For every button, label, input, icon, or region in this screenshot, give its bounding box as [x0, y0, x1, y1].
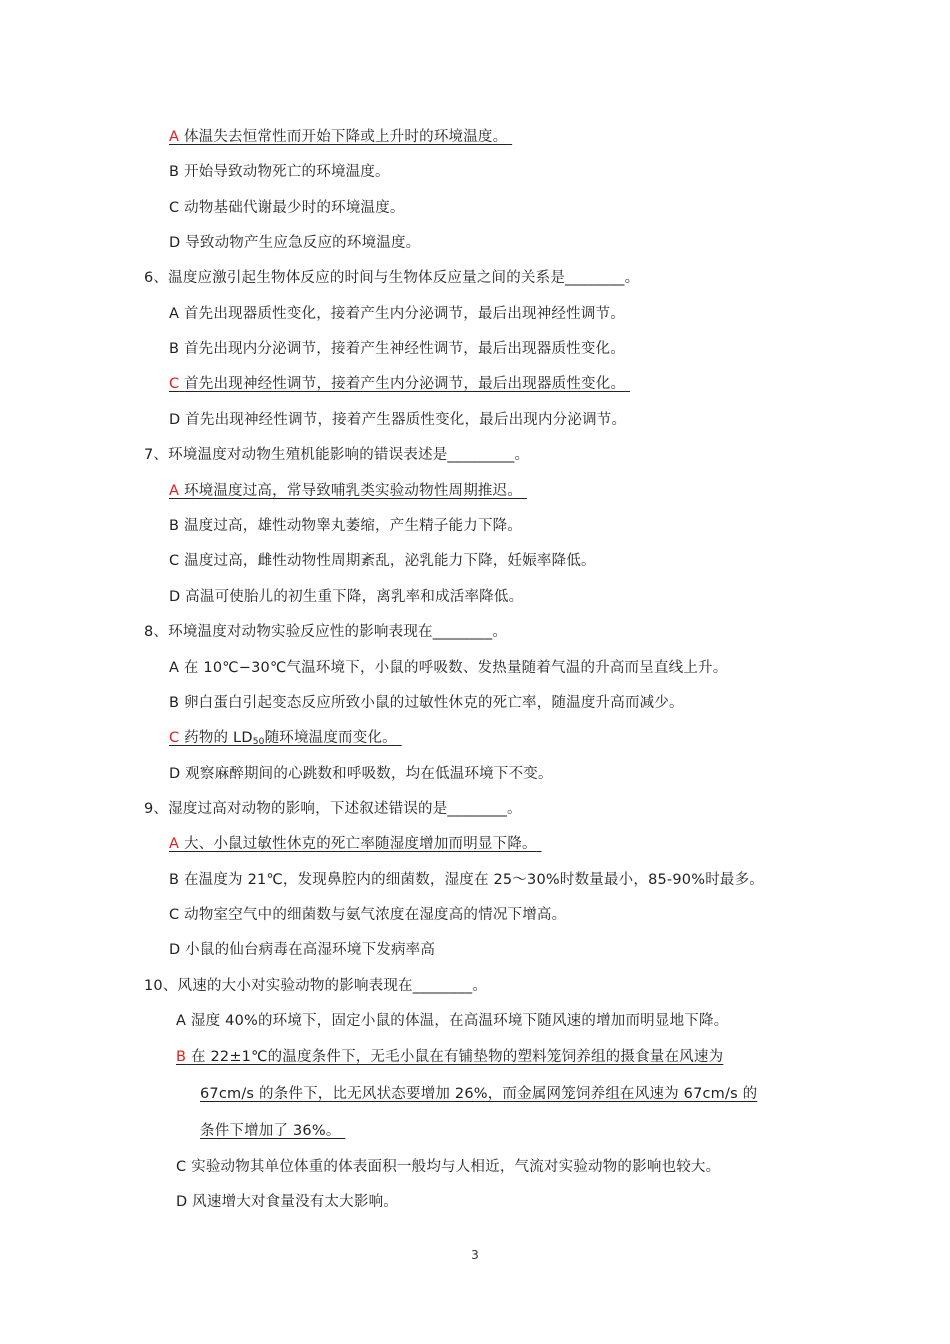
q8-stem: 8、环境温度对动物实验反应性的影响表现在________。 — [144, 624, 508, 640]
q10-stem: 10、风速的大小对实验动物的影响表现在________。 — [144, 978, 488, 994]
q10-option-c: C 实验动物其单位体重的体表面积一般均与人相近，气流对实验动物的影响也较大。 — [176, 1159, 721, 1175]
q5-option-b: B 开始导致动物死亡的环境温度。 — [169, 164, 390, 180]
answer-letter: C — [169, 376, 180, 392]
q5-option-a-answer — [169, 127, 512, 147]
q10-option-b-answer-line3 — [200, 1121, 345, 1141]
option-text: 首先出现神经性调节，接着产生内分泌调节，最后出现器质性变化。 — [184, 376, 626, 392]
q9-option-d: D 小鼠的仙台病毒在高湿环境下发病率高 — [169, 942, 436, 958]
q9-option-c: C 动物室空气中的细菌数与氨气浓度在湿度高的情况下增高。 — [169, 907, 567, 923]
answer-letter: B — [176, 1049, 187, 1065]
option-text: 药物的 LD — [184, 730, 253, 746]
answer-letter: A — [169, 483, 180, 499]
answer-letter: A — [169, 129, 180, 145]
q7-option-d: D 高温可使胎儿的初生重下降，离乳率和成活率降低。 — [169, 589, 524, 605]
q10-option-b-answer-line2: 67cm/s 的条件下，比无风状态要增加 26%，而金属网笼饲养组在风速为 67cm/s 的 — [200, 1086, 758, 1102]
option-text: 随环境温度而变化。 — [264, 730, 397, 746]
q8-option-c-answer — [169, 728, 402, 752]
answer-letter: A — [169, 836, 180, 852]
q9-option-a-answer — [169, 834, 542, 854]
q6-stem: 6、温度应激引起生物体反应的时间与生物体反应量之间的关系是________。 — [144, 270, 640, 286]
q7-option-c: C 温度过高，雌性动物性周期紊乱，泌乳能力下降，妊娠率降低。 — [169, 553, 596, 569]
q9-option-b: B 在温度为 21℃，发现鼻腔内的细菌数，湿度在 25～30%时数量最小，85-90%时最多。 — [169, 872, 764, 888]
page-number: 3 — [471, 1248, 479, 1262]
q6-option-a: A 首先出现器质性变化，接着产生内分泌调节，最后出现神经性调节。 — [169, 306, 625, 322]
q8-option-d: D 观察麻醉期间的心跳数和呼吸数，均在低温环境下不变。 — [169, 766, 553, 782]
q5-option-d: D 导致动物产生应急反应的环境温度。 — [169, 235, 421, 251]
q8-option-b: B 卵白蛋白引起变态反应所致小鼠的过敏性休克的死亡率，随温度升高而减少。 — [169, 695, 684, 711]
q6-option-c-answer — [169, 374, 630, 394]
option-text: 体温失去恒常性而开始下降或上升时的环境温度。 — [183, 129, 508, 145]
q6-option-d: D 首先出现神经性调节，接着产生器质性变化，最后出现内分泌调节。 — [169, 412, 627, 428]
q10-option-d: D 风速增大对食量没有太大影响。 — [176, 1194, 398, 1210]
answer-letter: C — [169, 730, 180, 746]
q10-option-a: A 湿度 40%的环境下，固定小鼠的体温，在高温环境下随风速的增加而明显地下降。 — [176, 1013, 729, 1029]
q6-option-b: B 首先出现内分泌调节，接着产生神经性调节，最后出现器质性变化。 — [169, 341, 625, 357]
q10-option-b-answer-line1 — [176, 1047, 723, 1067]
q5-option-c: C 动物基础代谢最少时的环境温度。 — [169, 200, 405, 216]
q7-option-b: B 温度过高，雄性动物睾丸萎缩，产生精子能力下降。 — [169, 518, 523, 534]
option-text: 在 22±1℃的温度条件下，无毛小鼠在有铺垫物的塑料笼饲养组的摄食量在风速为 — [190, 1049, 724, 1065]
option-text: 大、小鼠过敏性休克的死亡率随湿度增加而明显下降。 — [183, 836, 537, 852]
q8-option-a: A 在 10℃−30℃气温环境下，小鼠的呼吸数、发热量随着气温的升高而呈直线上升。 — [169, 660, 728, 676]
q7-stem: 7、环境温度对动物生殖机能影响的错误表述是_________。 — [144, 447, 530, 463]
option-text: 环境温度过高，常导致哺乳类实验动物性周期推迟。 — [183, 483, 523, 499]
option-text: 条件下增加了 36%。 — [200, 1123, 341, 1139]
q9-stem: 9、湿度过高对动物的影响，下述叙述错误的是________。 — [144, 801, 522, 817]
q7-option-a-answer — [169, 481, 527, 501]
subscript: 50 — [252, 737, 265, 747]
